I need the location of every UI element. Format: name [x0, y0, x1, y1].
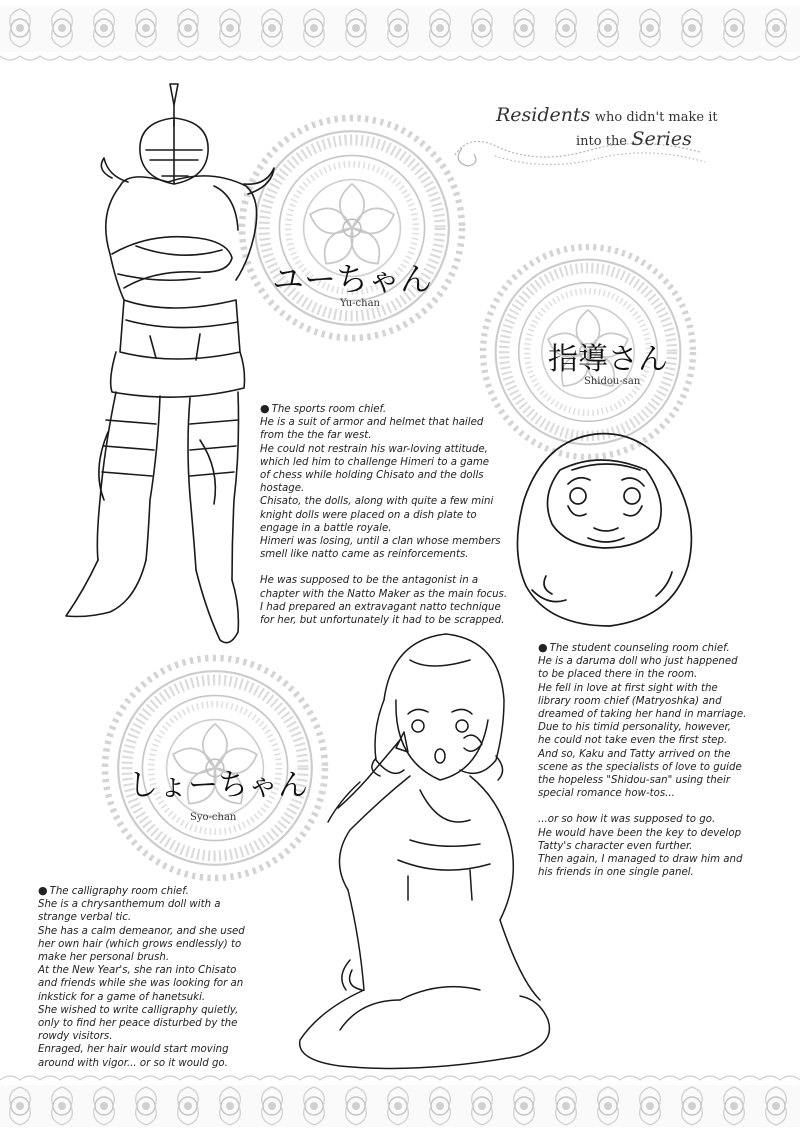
yu-desc-line: Chisato, the dolls, along with quite a few mini	[260, 496, 494, 508]
header-title-into-the: into the	[576, 134, 628, 149]
yu-desc-line: from the the far west.	[260, 430, 372, 442]
syo-desc-line: only to find her peace disturbed by the	[38, 1018, 238, 1030]
kimono-girl-illustration	[300, 634, 550, 1068]
syo-desc-line: ● The calligraphy room chief.	[38, 884, 288, 898]
yu-desc-line: of chess while holding Chisato and the dolls	[260, 470, 484, 482]
yu-name-romaji: Yu-chan	[340, 298, 380, 309]
shidou-desc-line: And so, Kaku and Tatty arrived on the	[538, 748, 731, 760]
header-title-series: Series	[631, 128, 692, 150]
syo-name-romaji: Syo-chan	[190, 812, 237, 823]
shidou-name-jp: 指導さん	[548, 342, 668, 377]
syo-description	[38, 884, 288, 1070]
shidou-desc-line: special romance how-tos...	[538, 788, 675, 800]
yu-desc-line: ● The sports room chief.	[260, 402, 530, 416]
shidou-desc-line: ...or so how it was supposed to go.	[538, 814, 716, 826]
yu-desc-line: Himeri was losing, until a clan whose members	[260, 536, 501, 548]
shidou-desc-line: scene as the specialists of love to guide	[538, 761, 742, 773]
header-title-residents: Residents	[496, 104, 591, 126]
yu-desc-line: He was supposed to be the antagonist in a	[260, 575, 479, 587]
daruma-doll-illustration	[517, 434, 691, 626]
yu-desc-line: He is a suit of armor and helmet that hailed	[260, 417, 484, 429]
yu-desc-line: knight dolls were placed on a dish plate to	[260, 509, 477, 521]
yu-desc-line: He could not restrain his war-loving attitude,	[260, 443, 488, 455]
paragraph-gap	[260, 561, 530, 574]
header-title-didnt-make-it: who didn't make it	[594, 110, 718, 125]
shidou-name-romaji: Shidou-san	[584, 376, 641, 387]
yu-desc-line: which led him to challenge Himeri to a game	[260, 456, 490, 468]
yu-desc-line: I had prepared an extravagant natto technique	[260, 601, 501, 613]
header-title	[486, 100, 736, 160]
shidou-desc-line: to be placed there in the room.	[538, 669, 698, 681]
syo-desc-line: inkstick for a game of hanetsuki.	[38, 991, 206, 1003]
shidou-desc-line: his friends in one single panel.	[538, 867, 694, 879]
yu-name-jp: ユーちゃん	[272, 260, 433, 298]
syo-desc-line: and friends while she was looking for an	[38, 978, 244, 990]
shidou-description	[538, 641, 778, 879]
shidou-desc-line: ● The student counseling room chief.	[538, 641, 778, 655]
shidou-desc-line: dreamed of taking her hand in marriage.	[538, 709, 747, 721]
shidou-desc-line: library room chief (Matryoshka) and	[538, 695, 722, 707]
shidou-desc-line: Tatty's character even further.	[538, 840, 693, 852]
syo-desc-line: Enraged, her hair would start moving	[38, 1044, 229, 1056]
syo-desc-line: At the New Year's, she ran into Chisato	[38, 965, 237, 977]
syo-desc-line: her own hair (which grows endlessly) to	[38, 938, 242, 950]
yu-desc-line: engage in a battle royale.	[260, 522, 392, 534]
syo-desc-line: around with vigor... or so it would go.	[38, 1057, 228, 1069]
yu-desc-line: hostage.	[260, 483, 305, 495]
syo-desc-line: make her personal brush.	[38, 952, 170, 964]
shidou-desc-line: He is a daruma doll who just happened	[538, 656, 738, 668]
shidou-desc-line: He would have been the key to develop	[538, 827, 742, 839]
yu-desc-line: for her, but unfortunately it had to be scrapped.	[260, 615, 505, 627]
paragraph-gap	[538, 800, 778, 813]
yu-desc-line: chapter with the Natto Maker as the main focus.	[260, 588, 508, 600]
shidou-desc-line: the hopeless "Shidou-san" using their	[538, 775, 731, 787]
syo-desc-line: strange verbal tic.	[38, 912, 132, 924]
shidou-desc-line: He fell in love at first sight with the	[538, 682, 718, 694]
header-title-line2	[576, 128, 692, 150]
syo-desc-line: rowdy visitors.	[38, 1031, 113, 1043]
yu-description	[260, 402, 530, 627]
syo-desc-line: She is a chrysanthemum doll with a	[38, 899, 221, 911]
syo-name-jp: しょーちゃん	[128, 768, 308, 803]
armored-knight-illustration	[66, 84, 274, 643]
syo-desc-line: She has a calm demeanor, and she used	[38, 925, 245, 937]
header-title-line1	[496, 104, 718, 126]
yu-desc-line: smell like natto came as reinforcements.	[260, 549, 469, 561]
shidou-desc-line: he could not take even the first step.	[538, 735, 728, 747]
syo-desc-line: She wished to write calligraphy quietly,	[38, 1004, 239, 1016]
shidou-desc-line: Then again, I managed to draw him and	[538, 854, 743, 866]
shidou-desc-line: Due to his timid personality, however,	[538, 722, 731, 734]
